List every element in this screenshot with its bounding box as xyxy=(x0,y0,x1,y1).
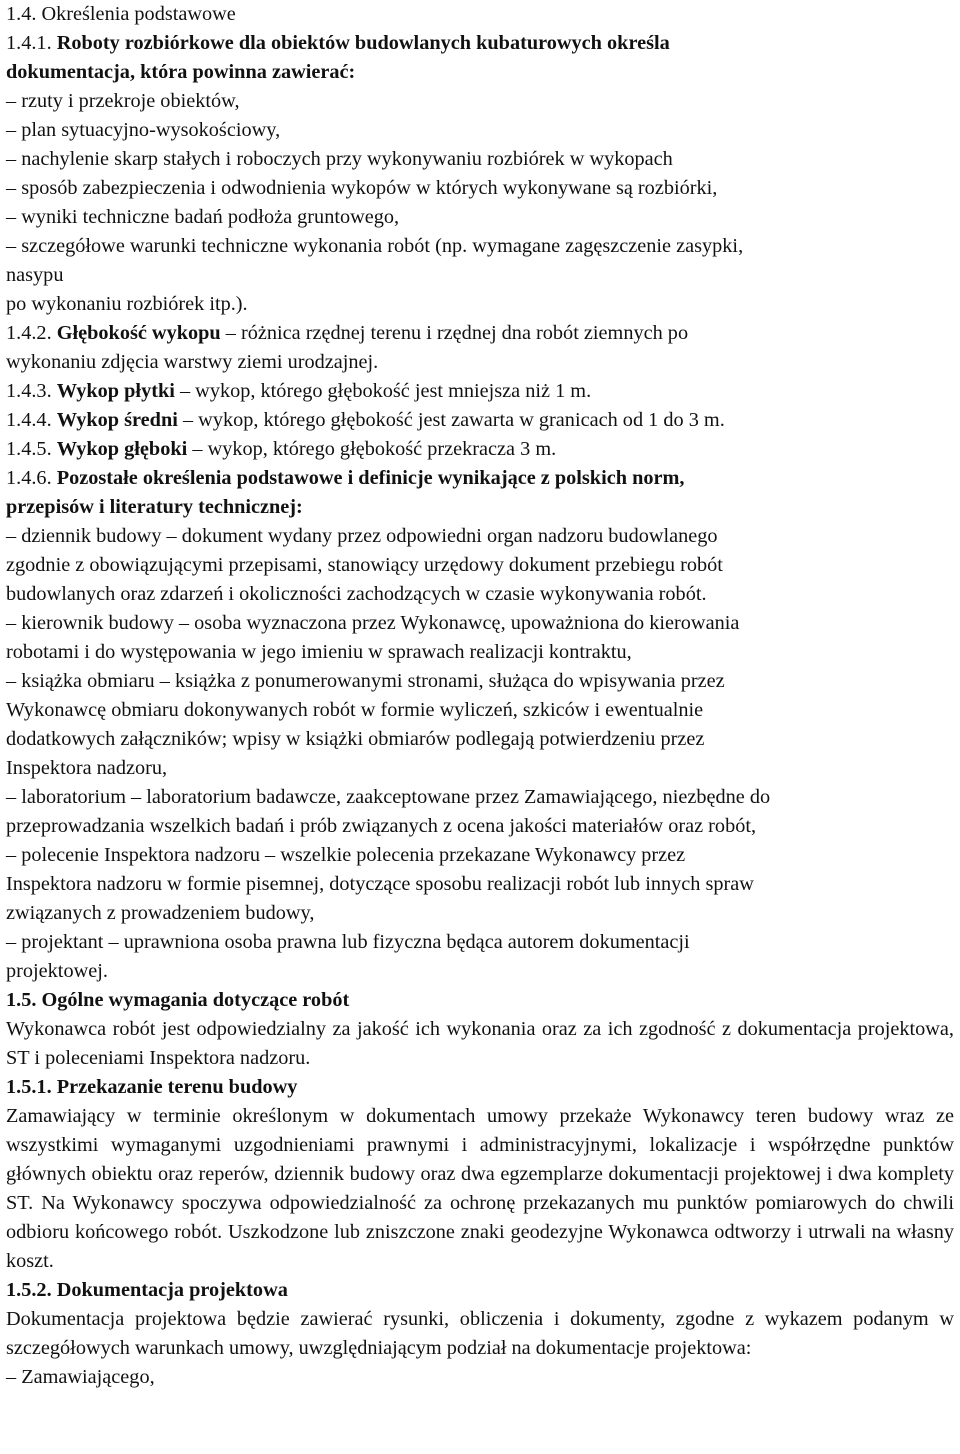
definition-line: Inspektora nadzoru, xyxy=(6,757,168,779)
list-item: – rzuty i przekroje obiektów, xyxy=(6,90,240,112)
section-number: 1.4.5. xyxy=(6,438,52,460)
paragraph-1-4-1 xyxy=(6,29,954,58)
definition-text: – wykop, którego głębokość jest zawarta w granicach od 1 do 3 m. xyxy=(177,409,725,431)
list-item-continuation: nasypu xyxy=(6,264,64,286)
definition-line: robotami i do występowania w jego imieniu w sprawach realizacji kontraktu, xyxy=(6,641,632,663)
paragraph-1-5-2: Dokumentacja projektowa będzie zawierać rysunki, obliczenia i dokumenty, zgodne z wykazem podanym w szczegółowych warunkach umowy, uwzględniającym podział na dokumentacje projektowa: xyxy=(6,1308,954,1359)
list-item: – wyniki techniczne badań podłoża gruntowego, xyxy=(6,206,400,228)
section-heading-1-5-2: 1.5.2. Dokumentacja projektowa xyxy=(6,1279,288,1301)
list-item: – szczegółowe warunki techniczne wykonania robót (np. wymagane zagęszczenie zasypki, xyxy=(6,235,744,257)
paragraph-1-4-3 xyxy=(6,377,954,406)
section-number: 1.4.1. xyxy=(6,32,52,54)
section-number: 1.4.6. xyxy=(6,467,52,489)
definition-line: budowlanych oraz zdarzeń i okoliczności zachodzących w czasie wykonywania robót. xyxy=(6,583,707,605)
definition-term: Wykop płytki xyxy=(56,380,175,402)
definition-line: – kierownik budowy – osoba wyznaczona przez Wykonawcę, upoważniona do kierowania xyxy=(6,612,740,634)
section-heading-1-5: 1.5. Ogólne wymagania dotyczące robót xyxy=(6,989,350,1011)
definition-text: – wykop, którego głębokość przekracza 3 m. xyxy=(187,438,557,460)
paragraph-1-5-1: Zamawiający w terminie określonym w dokumentach umowy przekaże Wykonawcy teren budowy wraz ze wszystkimi wymaganymi uzgodnieniami prawnymi i administracyjnymi, lokalizacje i współrzędne punktów głównych obiektu oraz reperów, dziennik budowy oraz dwa egzemplarze dokumentacji projektowej i dwa komplety ST. Na Wykonawcy spoczywa odpowiedzialność za ochronę przekazanych mu punktów pomiarowych do chwili odbioru końcowego robót. Uszkodzone lub zniszczone znaki geodezyjne Wykonawca odtworzy i utrwali na własny koszt. xyxy=(6,1105,954,1272)
paragraph-text: dokumentacja, która powinna zawierać: xyxy=(6,61,356,83)
definition-line: dodatkowych załączników; wpisy w książki obmiarów podlegają potwierdzeniu przez xyxy=(6,728,705,750)
definition-line: Wykonawcę obmiaru dokonywanych robót w formie wyliczeń, szkiców i ewentualnie xyxy=(6,699,704,721)
definition-line: projektowej. xyxy=(6,960,108,982)
definition-line: – polecenie Inspektora nadzoru – wszelkie polecenia przekazane Wykonawcy przez xyxy=(6,844,686,866)
definition-term: Głębokość wykopu xyxy=(56,322,221,344)
definition-term: Wykop średni xyxy=(56,409,178,431)
paragraph-text: Pozostałe określenia podstawowe i definicje wynikające z polskich norm, xyxy=(51,467,685,489)
definition-line: – laboratorium – laboratorium badawcze, zaakceptowane przez Zamawiającego, niezbędne do xyxy=(6,786,771,808)
definition-line: przeprowadzania wszelkich badań i prób związanych z ocena jakości materiałów oraz robót, xyxy=(6,815,757,837)
list-item: – Zamawiającego, xyxy=(6,1366,155,1388)
paragraph-text: Roboty rozbiórkowe dla obiektów budowlanych kubaturowych określa xyxy=(51,32,670,54)
section-number: 1.4.3. xyxy=(6,380,52,402)
definition-line: zgodnie z obowiązującymi przepisami, stanowiący urzędowy dokument przebiegu robót xyxy=(6,554,723,576)
list-item: – nachylenie skarp stałych i roboczych przy wykonywaniu rozbiórek w wykopach xyxy=(6,148,673,170)
definition-line: – projektant – uprawniona osoba prawna lub fizyczna będąca autorem dokumentacji xyxy=(6,931,690,953)
paragraph-text: przepisów i literatury technicznej: xyxy=(6,496,303,518)
definition-line: – książka obmiaru – książka z ponumerowanymi stronami, służąca do wpisywania przez xyxy=(6,670,725,692)
section-number: 1.4.2. xyxy=(6,322,52,344)
section-number: 1.4.4. xyxy=(6,409,52,431)
paragraph-1-4-2 xyxy=(6,319,954,348)
definition-term: Wykop głęboki xyxy=(56,438,188,460)
list-item-continuation: po wykonaniu rozbiórek itp.). xyxy=(6,293,248,315)
paragraph-1-4-5 xyxy=(6,435,954,464)
definition-text: wykonaniu zdjęcia warstwy ziemi urodzajnej. xyxy=(6,351,379,373)
paragraph-1-4-4 xyxy=(6,406,954,435)
definition-text: – wykop, którego głębokość jest mniejsza niż 1 m. xyxy=(174,380,592,402)
definition-line: Inspektora nadzoru w formie pisemnej, dotyczące sposobu realizacji robót lub innych spraw xyxy=(6,873,754,895)
definition-line: związanych z prowadzeniem budowy, xyxy=(6,902,315,924)
paragraph-1-5: Wykonawca robót jest odpowiedzialny za jakość ich wykonania oraz za ich zgodność z dokumentacja projektowa, ST i poleceniami Inspektora nadzoru. xyxy=(6,1018,954,1069)
section-heading-1-4: 1.4. Określenia podstawowe xyxy=(6,3,236,25)
definition-text: – różnica rzędnej terenu i rzędnej dna robót ziemnych po xyxy=(220,322,689,344)
list-item: – sposób zabezpieczenia i odwodnienia wykopów w których wykonywane są rozbiórki, xyxy=(6,177,718,199)
section-heading-1-5-1: 1.5.1. Przekazanie terenu budowy xyxy=(6,1076,298,1098)
list-item: – plan sytuacyjno-wysokościowy, xyxy=(6,119,281,141)
definition-line: – dziennik budowy – dokument wydany przez odpowiedni organ nadzoru budowlanego xyxy=(6,525,718,547)
paragraph-1-4-6 xyxy=(6,464,954,493)
